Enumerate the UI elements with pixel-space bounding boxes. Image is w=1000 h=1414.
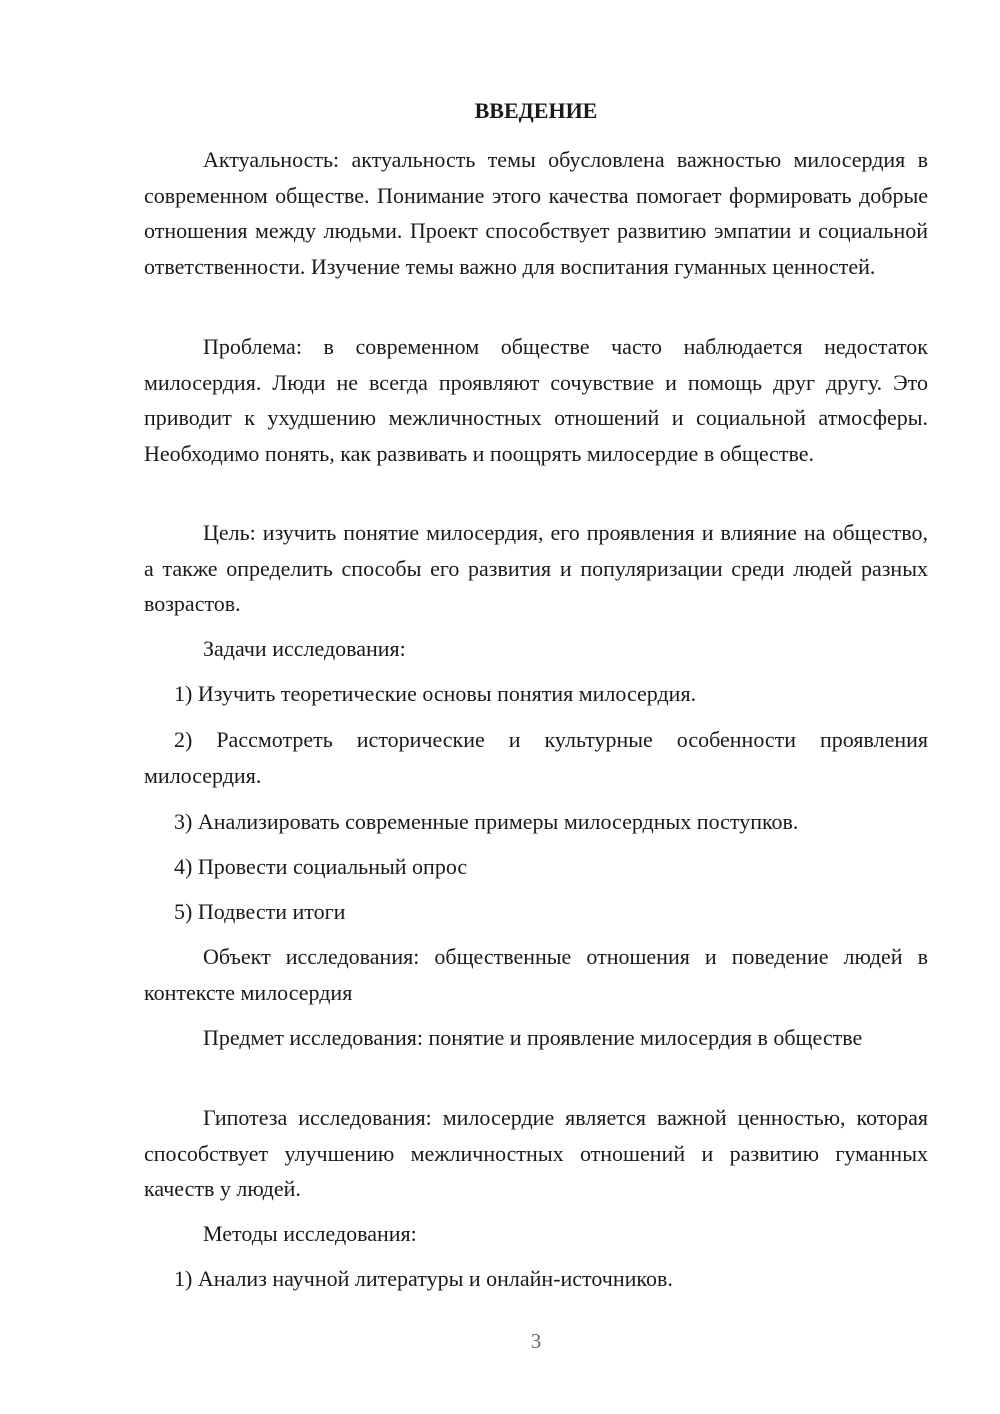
page-number: 3 <box>530 1329 542 1353</box>
methods-heading: Методы исследования: <box>203 1221 417 1246</box>
task-item: 3) Анализировать современные примеры милосердных поступков. <box>174 809 799 834</box>
task-item: 5) Подвести итоги <box>174 899 346 924</box>
goal-paragraph: Цель: изучить понятие милосердия, его проявления и влияние на общество, а также определить способы его развития и популяризации среди людей разных возрастов. <box>144 520 928 616</box>
tasks-heading: Задачи исследования: <box>203 636 406 661</box>
task-item: 4) Провести социальный опрос <box>174 854 468 879</box>
hypothesis-paragraph: Гипотеза исследования: милосердие является важной ценностью, которая способствует улучшению межличностных отношений и развитию гуманных качеств у людей. <box>144 1105 928 1201</box>
task-item: 2) Рассмотреть исторические и культурные особенности проявления милосердия. <box>144 727 928 788</box>
subject-paragraph: Предмет исследования: понятие и проявление милосердия в обществе <box>203 1025 863 1050</box>
task-item: 1) Изучить теоретические основы понятия милосердия. <box>174 681 697 706</box>
section-title: ВВЕДЕНИЕ <box>474 98 598 123</box>
relevance-paragraph: Актуальность: актуальность темы обусловлена важностью милосердия в современном обществе. Понимание этого качества помогает формировать добрые отношения между людьми. Проект способствует развитию эмпатии и социальной ответственности. Изучение темы важно для воспитания гуманных ценностей. <box>144 147 928 279</box>
object-paragraph: Объект исследования: общественные отношения и поведение людей в контексте милосердия <box>144 944 928 1005</box>
problem-paragraph: Проблема: в современном обществе часто наблюдается недостаток милосердия. Люди не всегда проявляют сочувствие и помощь друг другу. Это приводит к ухудшению межличностных отношений и социальной атмосферы. Необходимо понять, как развивать и поощрять милосердие в обществе. <box>144 334 928 466</box>
method-item: 1) Анализ научной литературы и онлайн-источников. <box>174 1266 673 1291</box>
